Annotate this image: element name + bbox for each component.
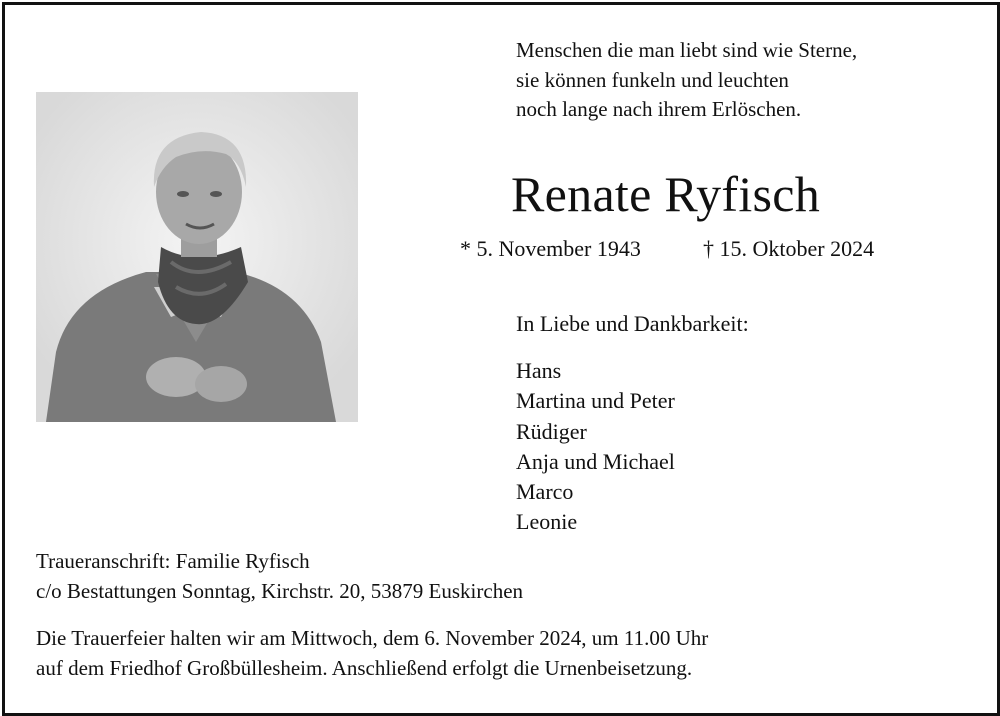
portrait-illustration [36, 92, 358, 422]
ceremony-line: auf dem Friedhof Großbüllesheim. Anschließend erfolgt die Urnenbeisetzung. [36, 656, 693, 680]
deceased-name: Renate Ryfisch [511, 166, 821, 222]
portrait-photo [36, 92, 358, 422]
ceremony-line: Die Trauerfeier halten wir am Mittwoch, dem 6. November 2024, um 11.00 Uhr [36, 626, 709, 650]
family-member: Rüdiger [516, 418, 587, 444]
death-date: † 15. Oktober 2024 [703, 236, 875, 261]
family-member: Marco [516, 479, 574, 505]
birth-date: * 5. November 1943 [460, 236, 641, 261]
quote-line: Menschen die man liebt sind wie Sterne, [516, 38, 858, 62]
family-member: Hans [516, 358, 562, 383]
family-member: Martina und Peter [516, 388, 675, 414]
funeral-ceremony-info [36, 623, 708, 683]
quote-line: sie können funkeln und leuchten [516, 67, 789, 92]
life-dates [460, 235, 875, 263]
family-member: Anja und Michael [516, 448, 675, 474]
thanks-heading: In Liebe und Dankbarkeit: [516, 311, 749, 336]
mourning-address [36, 546, 523, 606]
family-list [516, 356, 675, 538]
family-member: Leonie [516, 509, 578, 535]
memorial-quote [516, 36, 857, 125]
quote-line: noch lange nach ihrem Erlöschen. [516, 97, 802, 121]
address-line: Traueranschrift: Familie Ryfisch [36, 549, 310, 573]
address-line: c/o Bestattungen Sonntag, Kirchstr. 20, 53879 Euskirchen [36, 579, 524, 603]
